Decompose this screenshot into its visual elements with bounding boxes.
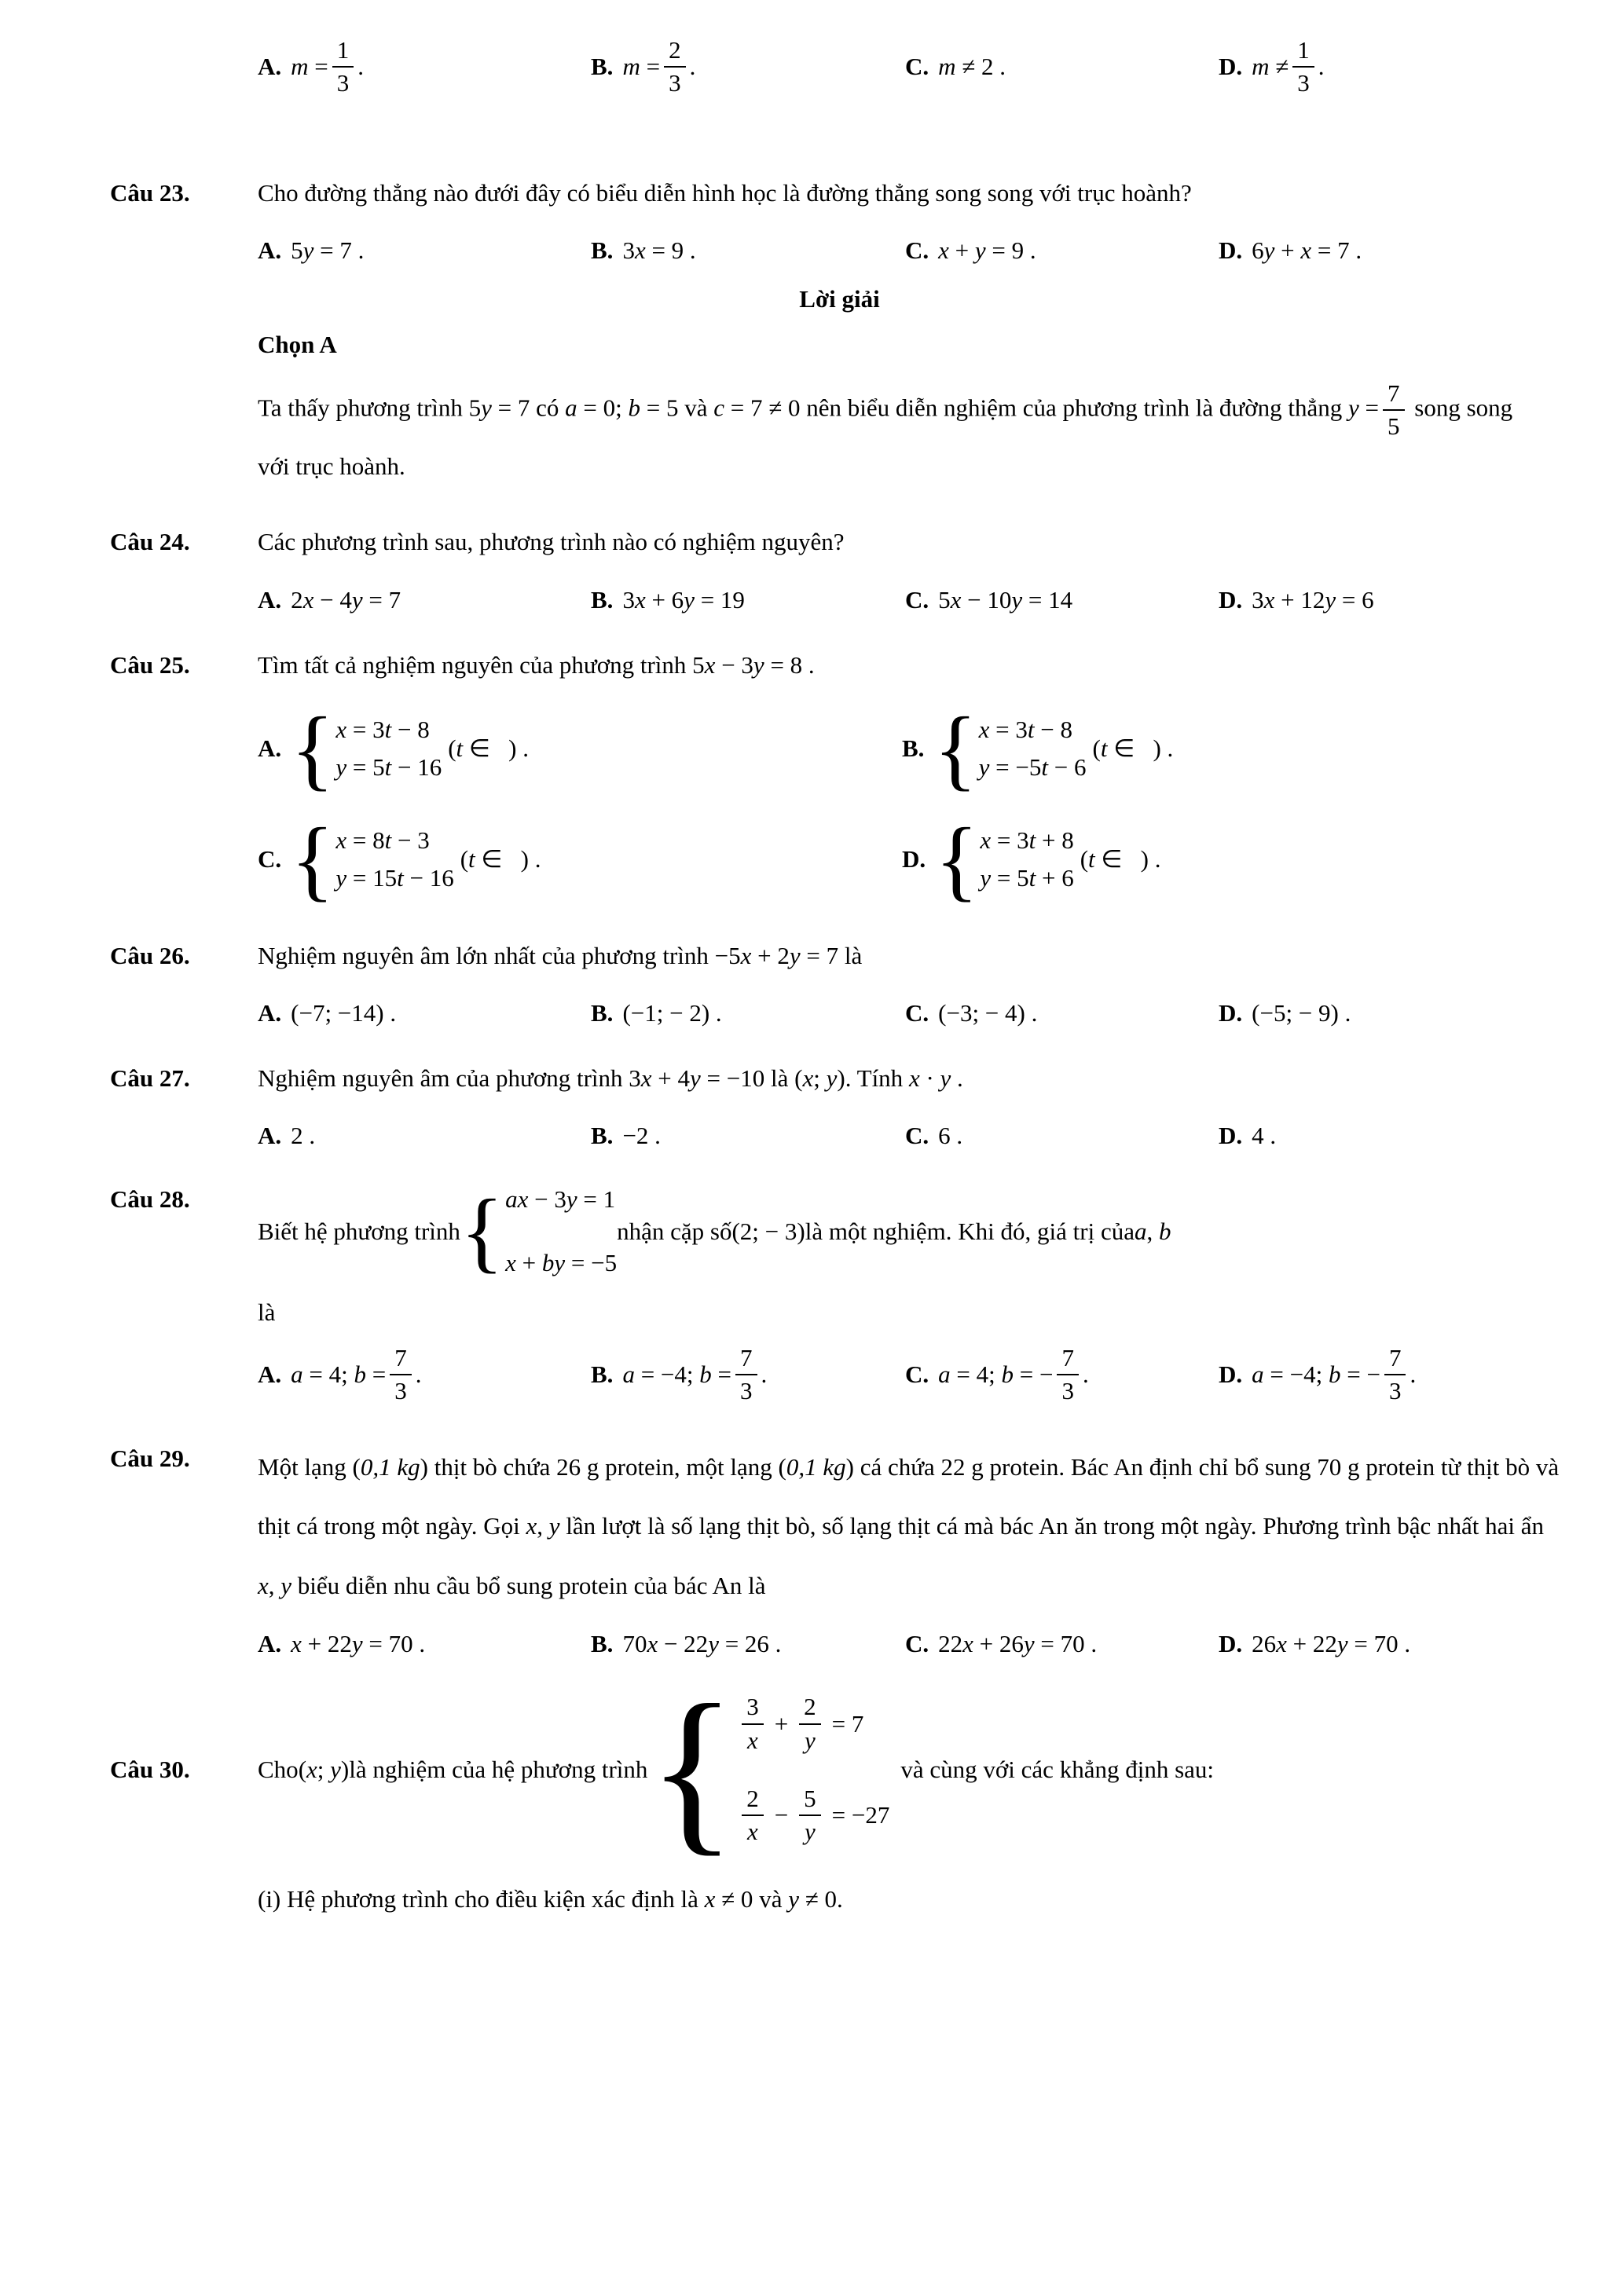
question-italic: 0,1 kg bbox=[786, 1452, 846, 1481]
statement-text: (i) Hệ phương trình cho điều kiện xác định là bbox=[258, 1885, 705, 1913]
question-math: (2; − 3) bbox=[731, 1217, 805, 1245]
question-text: Cho đường thẳng nào đưới đây có biểu diễn hình học là đường thẳng song song với trục hoành? bbox=[258, 178, 1192, 207]
option-label: C. bbox=[905, 1360, 929, 1389]
solution-text: Ta thấy phương trình bbox=[258, 394, 469, 422]
option-period: . bbox=[1082, 1360, 1089, 1389]
option-a bbox=[258, 586, 591, 614]
question-text-part: là bbox=[764, 1064, 795, 1093]
option-a bbox=[258, 236, 591, 265]
chosen-answer: Chọn A bbox=[258, 330, 337, 358]
option-d bbox=[1219, 236, 1569, 265]
operator: + bbox=[774, 1709, 789, 1738]
question-number: Câu 28. bbox=[110, 1185, 190, 1214]
option-label: C. bbox=[258, 845, 282, 873]
option-d bbox=[1219, 999, 1569, 1027]
option-a bbox=[258, 1122, 591, 1150]
option-math: m ≠ 2 . bbox=[938, 53, 1006, 81]
system-eq1: x = 3t − 8 bbox=[978, 716, 1072, 744]
option-d bbox=[1219, 1342, 1569, 1408]
option-label: D. bbox=[1219, 999, 1243, 1027]
fraction-numerator: 7 bbox=[1383, 378, 1405, 411]
fraction-denominator: 3 bbox=[1388, 1377, 1402, 1405]
option-math: m = bbox=[291, 53, 328, 81]
question-text-part: Nghiệm nguyên âm lớn nhất của phương trình bbox=[258, 941, 715, 969]
option-label: B. bbox=[591, 1122, 614, 1150]
option-math: 2x − 4y = 7 bbox=[291, 585, 401, 613]
option-math: −2 . bbox=[622, 1122, 661, 1150]
question-math: x, y bbox=[258, 1572, 292, 1600]
option-label: D. bbox=[1219, 236, 1243, 264]
equation-system bbox=[935, 809, 1074, 910]
solution-text: và bbox=[678, 394, 714, 422]
system-eq2: y = 5t − 16 bbox=[335, 753, 442, 782]
equation-system bbox=[933, 698, 1087, 799]
option-tail: (t ∈ ) . bbox=[1092, 734, 1174, 763]
left-brace: { bbox=[291, 698, 335, 799]
question-text-part: ) cá chứa 22 g protein. Bác An định chỉ bổ sung 70 g protein từ thịt bò và thịt cá trong một ngày. Gọi bbox=[258, 1452, 1560, 1540]
question-text bbox=[258, 644, 1569, 687]
fraction-numerator: 7 bbox=[735, 1342, 757, 1375]
question-text bbox=[258, 1437, 1569, 1617]
equation-system bbox=[291, 809, 454, 910]
system-eq2: x + by = −5 bbox=[505, 1248, 618, 1276]
fraction-numerator: 2 bbox=[664, 35, 686, 68]
option-b bbox=[591, 1122, 905, 1150]
option-period: . bbox=[1318, 53, 1325, 81]
fraction-denominator: 3 bbox=[669, 69, 681, 97]
option-label: A. bbox=[258, 585, 282, 613]
option-a bbox=[258, 999, 591, 1027]
option-a bbox=[258, 35, 591, 100]
option-d bbox=[1219, 586, 1569, 614]
option-b bbox=[591, 1342, 905, 1408]
option-c bbox=[905, 1342, 1219, 1408]
question-text-part: là bbox=[838, 941, 863, 969]
statement-text: và bbox=[753, 1885, 789, 1913]
solution-text: có bbox=[530, 394, 566, 422]
option-math: a = −4; b = − bbox=[1252, 1360, 1380, 1389]
question-29-options-row bbox=[258, 1630, 1569, 1658]
equation-system bbox=[647, 1667, 890, 1872]
question-math: x, y bbox=[526, 1512, 560, 1540]
option-label: B. bbox=[591, 53, 614, 81]
option-label: C. bbox=[905, 53, 929, 81]
question-text bbox=[258, 935, 1569, 977]
question-text-part: Nghiệm nguyên âm của phương trình bbox=[258, 1064, 629, 1093]
option-c bbox=[905, 586, 1219, 614]
option-tail: (t ∈ ) . bbox=[448, 734, 529, 763]
question-math: x · y bbox=[908, 1064, 951, 1093]
fraction-numerator: 2 bbox=[742, 1783, 764, 1816]
fraction bbox=[735, 1342, 757, 1408]
option-math: x + 22y = 70 . bbox=[291, 1630, 426, 1658]
solution-text: nên biểu diễn nghiệm của phương trình là đường thẳng bbox=[800, 394, 1348, 422]
system-eq1 bbox=[738, 1691, 889, 1756]
question-text-part: . bbox=[951, 1064, 963, 1093]
option-b bbox=[591, 586, 905, 614]
option-label: C. bbox=[905, 999, 929, 1027]
option-c bbox=[905, 999, 1219, 1027]
operator: − bbox=[774, 1801, 789, 1829]
option-label: C. bbox=[905, 1122, 929, 1150]
option-c bbox=[905, 1630, 1219, 1658]
equation-system bbox=[460, 1178, 617, 1284]
fraction bbox=[1292, 35, 1314, 100]
option-tail: (t ∈ ) . bbox=[1080, 845, 1161, 873]
option-label: B. bbox=[902, 734, 925, 763]
fraction-denominator: y bbox=[805, 1726, 816, 1754]
question-number: Câu 23. bbox=[110, 178, 190, 207]
option-math: (−3; − 4) . bbox=[938, 999, 1038, 1027]
question-23-options-row bbox=[258, 236, 1569, 265]
solution-math: a = 0; b = 5 bbox=[565, 394, 679, 422]
question-text-part: nhận cặp số bbox=[617, 1217, 732, 1245]
option-math: 3x = 9 . bbox=[622, 236, 696, 264]
fraction bbox=[799, 1783, 821, 1848]
option-math: x + y = 9 . bbox=[938, 236, 1036, 264]
option-d bbox=[902, 809, 1569, 910]
left-brace: { bbox=[291, 809, 335, 910]
fraction bbox=[742, 1691, 764, 1756]
fraction-numerator: 5 bbox=[799, 1783, 821, 1816]
system-eq1: ax − 3y = 1 bbox=[505, 1185, 616, 1214]
question-text-part: Biết hệ phương trình bbox=[258, 1217, 460, 1245]
option-label: A. bbox=[258, 1360, 282, 1389]
option-math: 3x + 6y = 19 bbox=[622, 585, 745, 613]
option-a bbox=[258, 698, 902, 799]
option-label: D. bbox=[902, 845, 926, 873]
option-b bbox=[591, 35, 905, 100]
option-math: 2 . bbox=[291, 1122, 316, 1150]
option-label: D. bbox=[1219, 585, 1243, 613]
system-eq2 bbox=[738, 1783, 889, 1848]
question-24 bbox=[110, 521, 1569, 563]
option-label: D. bbox=[1219, 1360, 1243, 1389]
fraction-numerator: 2 bbox=[799, 1691, 821, 1724]
question-number: Câu 27. bbox=[110, 1064, 190, 1093]
option-math: (−5; − 9) . bbox=[1252, 999, 1351, 1027]
fraction-denominator: 3 bbox=[740, 1377, 753, 1405]
question-text-part: và cùng với các khẳng định sau: bbox=[900, 1755, 1215, 1783]
option-d bbox=[1219, 1122, 1569, 1150]
system-eq1: x = 3t + 8 bbox=[980, 826, 1074, 855]
fraction bbox=[1384, 1342, 1406, 1408]
option-c bbox=[905, 53, 1219, 81]
question-math: (x; y) bbox=[794, 1064, 845, 1093]
option-b bbox=[591, 1630, 905, 1658]
fraction-numerator: 3 bbox=[742, 1691, 764, 1724]
question-italic: 0,1 kg bbox=[360, 1452, 420, 1481]
left-brace: { bbox=[460, 1181, 504, 1282]
question-text-part: . bbox=[802, 650, 815, 679]
fraction bbox=[332, 35, 354, 100]
question-29 bbox=[110, 1437, 1569, 1617]
option-c bbox=[905, 236, 1219, 265]
option-c bbox=[258, 809, 902, 910]
fraction-denominator: x bbox=[747, 1726, 758, 1754]
option-label: D. bbox=[1219, 1630, 1243, 1658]
option-math: 3x + 12y = 6 bbox=[1252, 585, 1374, 613]
fraction-denominator: y bbox=[805, 1818, 816, 1846]
option-math: 6y + x = 7 . bbox=[1252, 236, 1362, 264]
option-label: A. bbox=[258, 236, 282, 264]
option-a bbox=[258, 1342, 591, 1408]
option-d bbox=[1219, 1630, 1569, 1658]
question-number: Câu 26. bbox=[110, 941, 190, 969]
solution-math: y = bbox=[1348, 394, 1379, 422]
solution-paragraph bbox=[258, 378, 1569, 492]
question-math: 5x − 3y = 8 bbox=[692, 650, 803, 679]
equation-rhs: = 7 bbox=[831, 1709, 864, 1738]
option-math: 22x + 26y = 70 . bbox=[938, 1630, 1098, 1658]
question-25-options-row-2 bbox=[258, 809, 1569, 910]
option-tail: (t ∈ ) . bbox=[460, 845, 541, 873]
option-math: 6 . bbox=[938, 1122, 963, 1150]
question-math: −5x + 2y = 7 bbox=[714, 941, 839, 969]
solution-math: 5y = 7 bbox=[468, 394, 530, 422]
fraction bbox=[742, 1783, 764, 1848]
option-math: m = bbox=[622, 53, 661, 81]
question-text-part: là một nghiệm. Khi đó, giá trị của bbox=[805, 1217, 1135, 1245]
question-23 bbox=[110, 172, 1569, 214]
question-28-options-row bbox=[258, 1342, 1569, 1408]
option-label: B. bbox=[591, 999, 614, 1027]
question-math: 3x + 4y = −10 bbox=[629, 1064, 765, 1093]
fraction bbox=[1057, 1342, 1079, 1408]
question-text-part: ) thịt bò chứa 26 g protein, một lạng ( bbox=[420, 1452, 786, 1481]
option-period: . bbox=[1410, 1360, 1417, 1389]
option-math: a = 4; b = bbox=[291, 1360, 387, 1389]
solution-math: c = 7 ≠ 0 bbox=[713, 394, 801, 422]
question-text-part: Cho bbox=[258, 1755, 299, 1783]
question-number: Câu 29. bbox=[110, 1444, 190, 1472]
option-label: C. bbox=[905, 236, 929, 264]
option-math: (−1; − 2) . bbox=[622, 999, 722, 1027]
option-label: B. bbox=[591, 236, 614, 264]
solution-header: Lời giải bbox=[799, 284, 880, 313]
option-math: 5x − 10y = 14 bbox=[938, 585, 1073, 613]
question-text-part: lần lượt là số lạng thịt bò, số lạng thịt cá mà bác An ăn trong một ngày. Phương trình bậc nhất hai ẩn bbox=[559, 1512, 1545, 1540]
fraction-numerator: 7 bbox=[1384, 1342, 1406, 1375]
fraction bbox=[799, 1691, 821, 1756]
option-math: 26x + 22y = 70 . bbox=[1252, 1630, 1411, 1658]
fraction-denominator: x bbox=[747, 1818, 758, 1846]
question-text-part: Một lạng ( bbox=[258, 1452, 361, 1481]
left-brace: { bbox=[647, 1667, 737, 1872]
option-period: . bbox=[761, 1360, 768, 1389]
equation-rhs: = −27 bbox=[831, 1801, 890, 1829]
fraction-denominator: 3 bbox=[394, 1377, 407, 1405]
option-label: A. bbox=[258, 999, 282, 1027]
fraction-numerator: 1 bbox=[332, 35, 354, 68]
question-math: a, b bbox=[1134, 1217, 1171, 1245]
question-text-part: là nghiệm của hệ phương trình bbox=[349, 1755, 648, 1783]
question-25-options-row-1 bbox=[258, 698, 1569, 799]
system-eq2: y = 5t + 6 bbox=[980, 864, 1074, 892]
option-label: A. bbox=[258, 1630, 282, 1658]
question-text-part: biểu diễn nhu cầu bổ sung protein của bác An là bbox=[291, 1572, 766, 1600]
question-25 bbox=[110, 644, 1569, 687]
fraction bbox=[664, 35, 686, 100]
question-26-options-row bbox=[258, 999, 1569, 1027]
system-eq1: x = 3t − 8 bbox=[335, 716, 430, 744]
fraction-denominator: 3 bbox=[1297, 69, 1310, 97]
option-label: C. bbox=[905, 1630, 929, 1658]
question-number: Câu 30. bbox=[110, 1755, 190, 1783]
fraction-denominator: 5 bbox=[1388, 412, 1400, 441]
option-label: A. bbox=[258, 1122, 282, 1150]
statement-i bbox=[258, 1885, 1569, 1913]
question-text bbox=[258, 1057, 1569, 1100]
option-period: . bbox=[689, 53, 696, 81]
statement-math: x ≠ 0 bbox=[704, 1885, 753, 1913]
system-eq2: y = −5t − 6 bbox=[978, 753, 1087, 782]
system-eq2: y = 15t − 16 bbox=[335, 864, 454, 892]
option-math: 4 . bbox=[1252, 1122, 1277, 1150]
option-label: B. bbox=[591, 585, 614, 613]
option-d bbox=[1219, 35, 1569, 100]
equation-system bbox=[291, 698, 442, 799]
question-text-part: Tìm tất cả nghiệm nguyên của phương trình bbox=[258, 650, 693, 679]
option-period: . bbox=[357, 53, 365, 81]
option-math: a = −4; b = bbox=[622, 1360, 732, 1389]
fraction-numerator: 7 bbox=[1057, 1342, 1079, 1375]
question-math: (x; y) bbox=[298, 1755, 350, 1783]
option-label: C. bbox=[905, 585, 929, 613]
option-math: 5y = 7 . bbox=[291, 236, 365, 264]
question-27-options-row bbox=[258, 1122, 1569, 1150]
option-b bbox=[591, 236, 905, 265]
system-eq1: x = 8t − 3 bbox=[335, 826, 430, 855]
option-label: A. bbox=[258, 53, 282, 81]
question-number: Câu 24. bbox=[110, 528, 190, 556]
option-label: D. bbox=[1219, 53, 1243, 81]
option-period: . bbox=[415, 1360, 422, 1389]
option-b bbox=[902, 698, 1569, 799]
option-label: D. bbox=[1219, 1122, 1243, 1150]
fraction-numerator: 7 bbox=[390, 1342, 412, 1375]
question-number: Câu 25. bbox=[110, 650, 190, 679]
solution-text: song song với trục hoành. bbox=[258, 394, 1513, 481]
left-brace: { bbox=[935, 809, 979, 910]
option-math: m ≠ bbox=[1252, 53, 1289, 81]
option-label: B. bbox=[591, 1360, 614, 1389]
fraction-numerator: 1 bbox=[1292, 35, 1314, 68]
statement-math: y ≠ 0 bbox=[788, 1885, 837, 1913]
option-a bbox=[258, 1630, 591, 1658]
fraction-denominator: 3 bbox=[1061, 1377, 1074, 1405]
question-text-part: . Tính bbox=[845, 1064, 909, 1093]
fraction bbox=[1383, 378, 1405, 443]
question-28 bbox=[110, 1178, 1569, 1284]
question-26 bbox=[110, 935, 1569, 977]
option-math: a = 4; b = − bbox=[938, 1360, 1054, 1389]
option-label: A. bbox=[258, 734, 282, 763]
option-b bbox=[591, 999, 905, 1027]
question-30 bbox=[110, 1667, 1569, 1872]
left-brace: { bbox=[933, 698, 977, 799]
question-28-continuation: là bbox=[258, 1298, 276, 1326]
question-22-options-row bbox=[258, 35, 1569, 100]
question-27 bbox=[110, 1057, 1569, 1100]
option-math: 70x − 22y = 26 . bbox=[622, 1630, 782, 1658]
option-c bbox=[905, 1122, 1219, 1150]
fraction bbox=[390, 1342, 412, 1408]
option-math: (−7; −14) . bbox=[291, 999, 397, 1027]
statement-text: . bbox=[836, 1885, 843, 1913]
question-24-options-row bbox=[258, 586, 1569, 614]
fraction-denominator: 3 bbox=[336, 69, 350, 97]
question-text: Các phương trình sau, phương trình nào có nghiệm nguyên? bbox=[258, 528, 845, 556]
option-label: B. bbox=[591, 1630, 614, 1658]
